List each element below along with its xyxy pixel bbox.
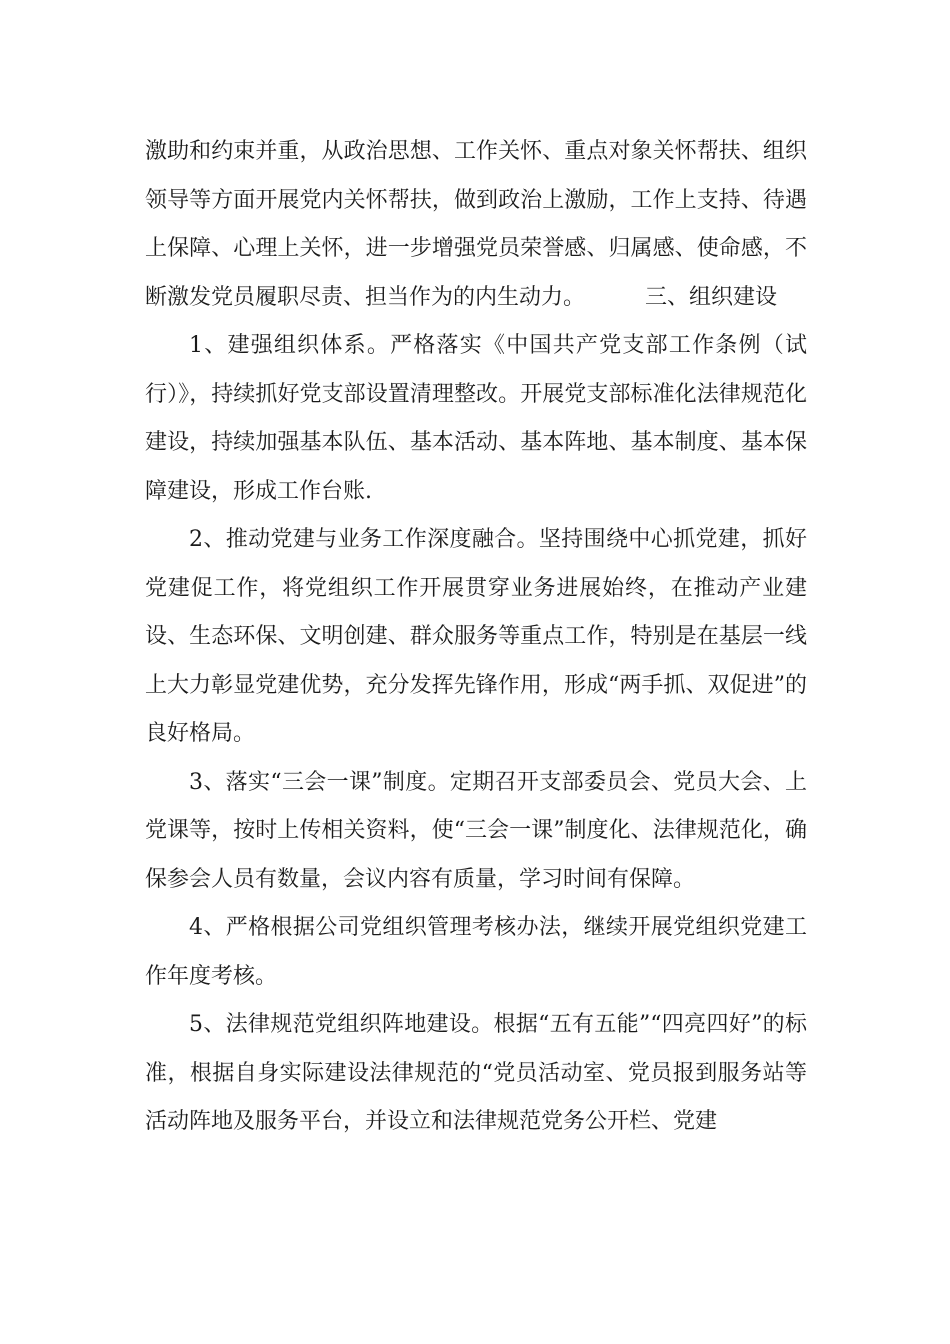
paragraph-text: 2、推动党建与业务工作深度融合。坚持围绕中心抓党建，抓好党建促工作，将党组织工作开展贯穿业务进展始终，在推动产业建设、生态环保、文明创建、群众服务等重点工作，特别是在基层一线上大力彰显党建优势，充分发挥先锋作用，形成“两手抓、双促进”的良好格局。 (145, 527, 807, 746)
paragraph-text: 3、落实“三会一课”制度。定期召开支部委员会、党员大会、上党课等，按时上传相关资料，使“三会一课”制度化、法律规范化，确保参会人员有数量，会议内容有质量，学习时间有保障。 (145, 769, 807, 892)
paragraph-item-2 (145, 516, 807, 759)
paragraph-item-5 (145, 1001, 807, 1147)
paragraph-text: 激助和约束并重，从政治思想、工作关怀、重点对象关怀帮扶、组织领导等方面开展党内关怀帮扶，做到政治上激励，工作上支持、待遇上保障、心理上关怀，进一步增强党员荣誉感、归属感、使命感，不断激发党员履职尽责、担当作为的内生动力。 (145, 139, 807, 310)
section-heading: 三、组织建设 (645, 284, 778, 310)
paragraph-text: 4、严格根据公司党组织管理考核办法，继续开展党组织党建工作年度考核。 (145, 915, 807, 989)
paragraph-continued (145, 128, 807, 322)
paragraph-item-3 (145, 759, 807, 905)
paragraph-item-1 (145, 322, 807, 516)
paragraph-item-4 (145, 904, 807, 1001)
document-body (145, 128, 807, 1147)
paragraph-text: 1、建强组织体系。严格落实《中国共产党支部工作条例（试行）》，持续抓好党支部设置清理整改。开展党支部标准化法律规范化建设，持续加强基本队伍、基本活动、基本阵地、基本制度、基本保障建设，形成工作台账. (145, 333, 807, 504)
paragraph-text: 5、法律规范党组织阵地建设。根据“五有五能”“四亮四好”的标准，根据自身实际建设法律规范的“党员活动室、党员报到服务站等活动阵地及服务平台，并设立和法律规范党务公开栏、党建 (145, 1012, 807, 1134)
